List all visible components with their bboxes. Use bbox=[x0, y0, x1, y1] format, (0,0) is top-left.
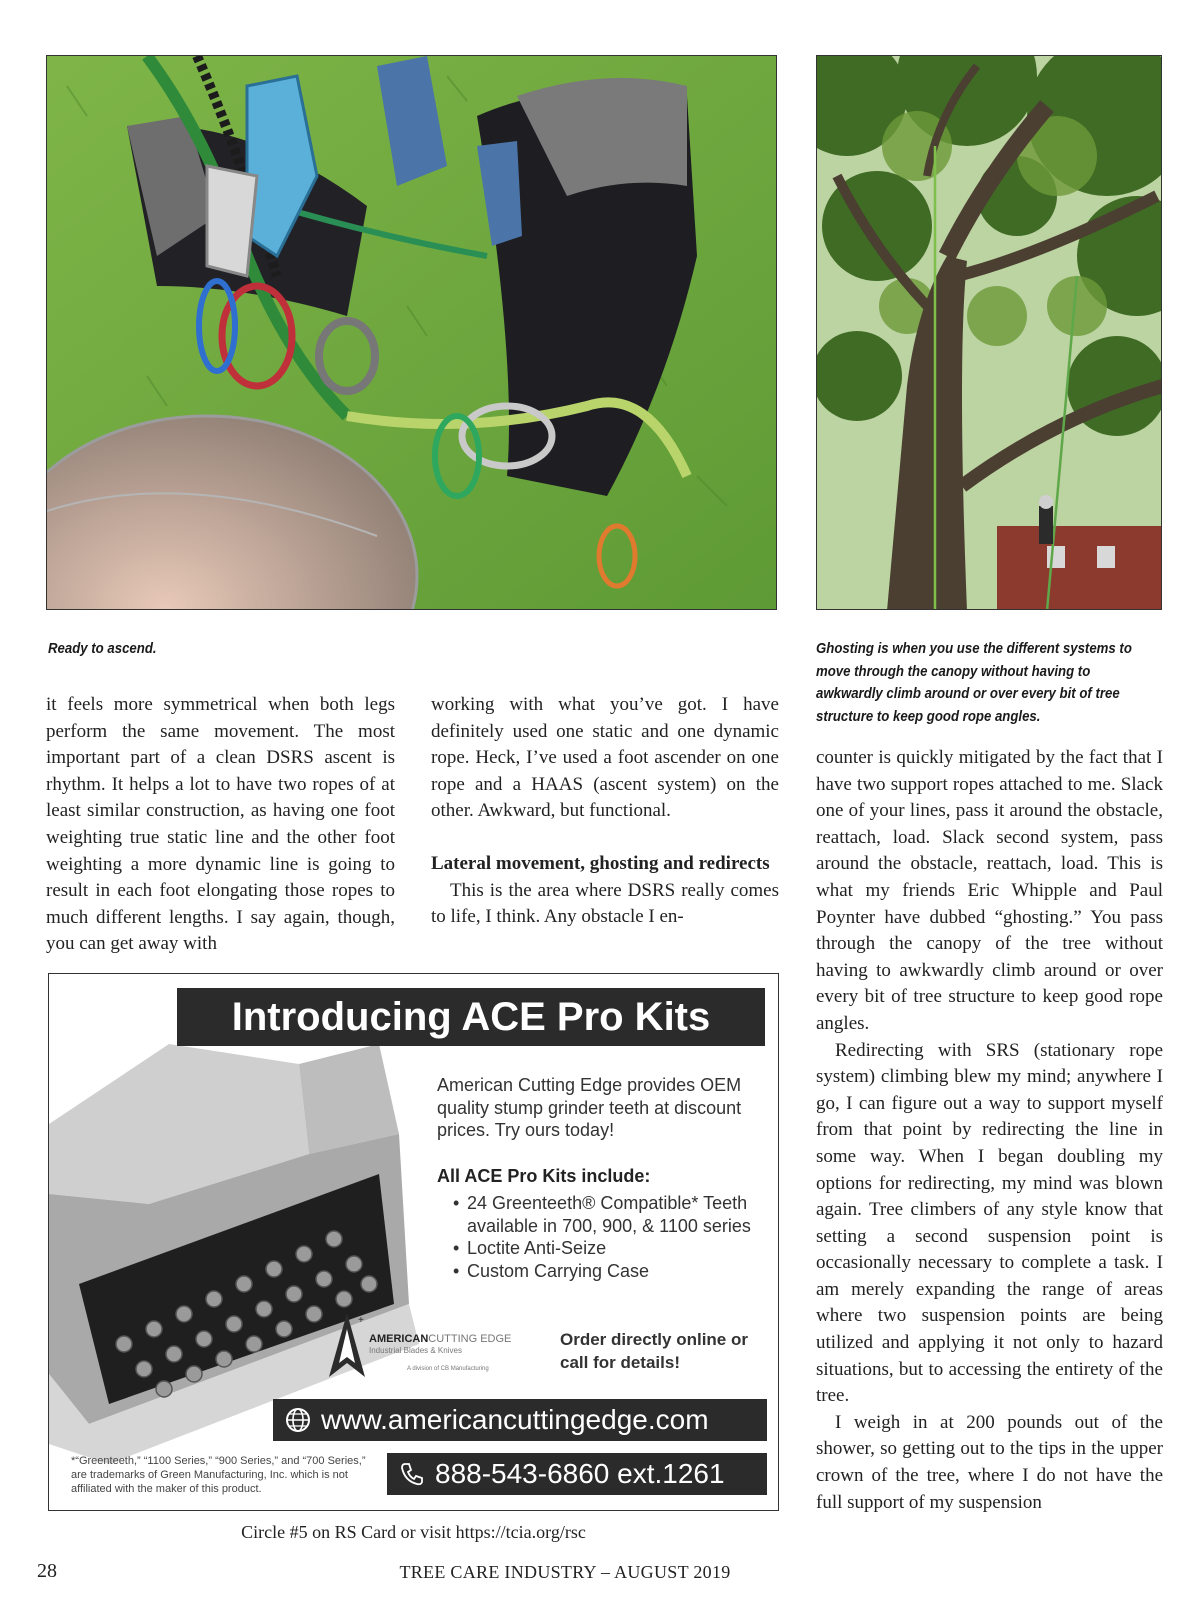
article-paragraph: I weigh in at 200 pounds out of the shower, so getting out to the tips in the upper crown of the tree, where I do not have the full support of my suspension bbox=[816, 1411, 1163, 1513]
ad-phone-text: 888-543-6860 ext.1261 bbox=[435, 1458, 725, 1489]
ace-logo-division: A division of CB Manufacturing bbox=[407, 1366, 489, 1372]
ad-body-text: American Cutting Edge provides OEM quality stump grinder teeth at discount prices. Try ours today! bbox=[437, 1075, 742, 1140]
article-column-3 bbox=[816, 745, 1163, 1516]
article-paragraph: This is the area where DSRS really comes to life, I think. Any obstacle I en- bbox=[431, 879, 779, 928]
ad-website-text: www.americancuttingedge.com bbox=[321, 1404, 709, 1435]
list-item: • Custom Carrying Case bbox=[453, 1260, 753, 1283]
tree-canopy-illustration bbox=[817, 56, 1162, 610]
ad-website-link[interactable] bbox=[273, 1399, 767, 1441]
article-paragraph: Redirecting with SRS (stationary rope system) climbing blew my mind; anywhere I go, I can figure out a way to support myself from that point by redirecting the line in some way. When I began doubling my options for redirecting, my mind was blown again. Tree climbers of any style know that setting a second suspension point is occasionally necessary to complete a task. I am merely expanding the range of areas where two suspension points are being utilized and applying it not only to hazard situations, but to accessing the entirety of the tree. bbox=[816, 1039, 1163, 1407]
globe-icon bbox=[285, 1407, 311, 1433]
section-subheading: Lateral movement, ghosting and redirects bbox=[431, 852, 770, 874]
ace-logo-tagline: Industrial Blades & Knives bbox=[369, 1346, 462, 1355]
ace-logo bbox=[327, 1311, 527, 1381]
ad-disclaimer: *“Greenteeth,” “1100 Series,” “900 Series,” and “700 Series,” are trademarks of Green Manufacturing, Inc. which is not affiliated with the maker of this product. bbox=[71, 1455, 366, 1495]
ace-logo-icon bbox=[327, 1311, 367, 1381]
running-footer: TREE CARE INDUSTRY – AUGUST 2019 bbox=[399, 1562, 731, 1582]
phone-icon bbox=[399, 1461, 425, 1487]
article-paragraph: working with what you’ve got. I have definitely used one static and one dynamic rope. Heck, I’ve used a foot ascender on one rope and a HAAS (ascent system) on the other. Awkward, but functional. bbox=[431, 694, 779, 822]
ad-headline: Introducing ACE Pro Kits bbox=[177, 988, 765, 1046]
list-item: • Loctite Anti-Seize bbox=[453, 1237, 753, 1260]
photo-tree-canopy bbox=[816, 55, 1162, 610]
photo-caption-right: Ghosting is when you use the different systems to move through the canopy without having to awkwardly climb around or over every bit of tree structure to keep good rope angles. bbox=[816, 640, 1132, 725]
ad-kits-title: All ACE Pro Kits include: bbox=[437, 1166, 651, 1186]
article-paragraph: it feels more symmetrical when both legs perform the same movement. The most important part of a clean DSRS ascent is rhythm. It helps a lot to have two ropes of at least similar construction, as having one foot weighting true static line and the other foot weighting a more dynamic line is going to result in each foot elongating those ropes to much different lengths. I say again, though, you can get away with bbox=[46, 694, 395, 955]
page-number: 28 bbox=[37, 1560, 57, 1582]
advertisement-ace-pro-kits[interactable] bbox=[48, 973, 779, 1511]
ace-logo-brand: AMERICANCUTTING EDGE bbox=[369, 1333, 512, 1345]
article-paragraph: counter is quickly mitigated by the fact that I have two support ropes attached to me. Slack one of your lines, pass it around the obstacle, reattach, load. Slack second system, pass around the obstacle, reattach, load. This is what my friends Eric Whipple and Paul Poynter have dubbed “ghosting.” You pass through the canopy of the tree without having to awkwardly climb around or over every bit of tree structure to keep good rope angles. bbox=[816, 747, 1163, 1034]
photo-ready-to-ascend bbox=[46, 55, 777, 610]
climbing-gear-illustration bbox=[47, 56, 777, 610]
article-column-1 bbox=[46, 692, 395, 958]
ad-order-text: Order directly online or call for details! bbox=[560, 1330, 748, 1372]
list-item: • 24 Greenteeth® Compatible* Teeth available in 700, 900, & 1100 series bbox=[453, 1192, 753, 1237]
ad-kits-list bbox=[453, 1192, 753, 1282]
ad-phone-number[interactable] bbox=[387, 1453, 767, 1495]
svg-text:+: + bbox=[358, 1315, 364, 1326]
ad-reader-service-note: Circle #5 on RS Card or visit https://tcia.org/rsc bbox=[241, 1522, 586, 1542]
article-column-2 bbox=[431, 692, 779, 931]
photo-caption-left: Ready to ascend. bbox=[48, 640, 157, 657]
